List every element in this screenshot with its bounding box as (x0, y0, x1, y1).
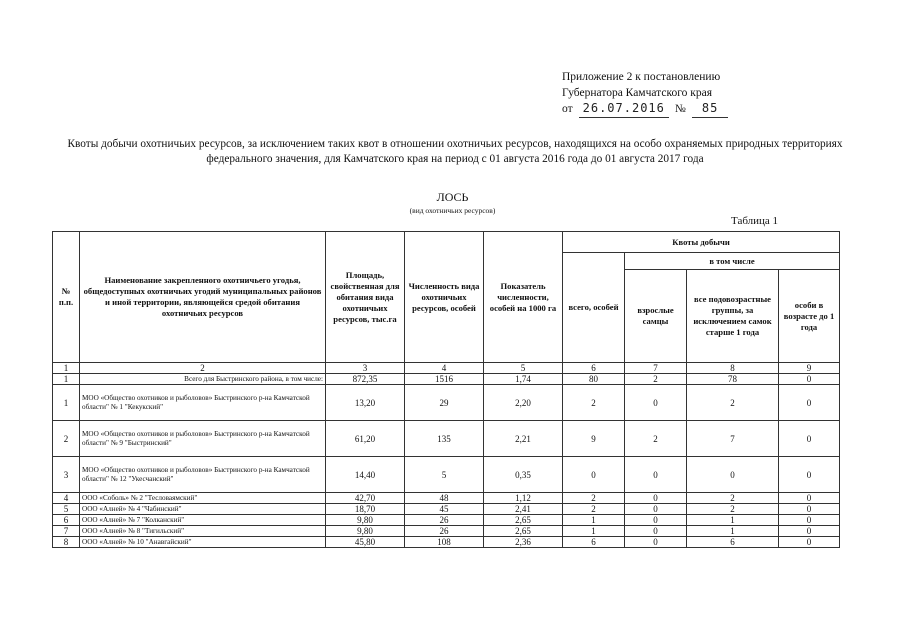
col-number: 4 (405, 363, 484, 374)
cell-males: 0 (625, 493, 687, 504)
header-population: Численность вида охотничьих ресурсов, особей (405, 232, 484, 363)
cell-name: ООО «Соболь» № 2 "Тесловаямский" (80, 493, 326, 504)
cell-total: 0 (563, 457, 625, 493)
col-number: 6 (563, 363, 625, 374)
cell-total: 80 (563, 374, 625, 385)
cell-area: 61,20 (326, 421, 405, 457)
table-row-total (53, 374, 840, 385)
cell-under1: 0 (779, 421, 840, 457)
cell-density: 2,65 (484, 526, 563, 537)
cell-population: 1516 (405, 374, 484, 385)
cell-name: МОО «Общество охотников и рыболовов» Быстринского р-на Камчатской области" № 9 "Быстринский" (80, 421, 326, 457)
col-number: 2 (80, 363, 326, 374)
header-total: всего, особей (563, 253, 625, 363)
appendix-dateline (562, 101, 728, 118)
cell-males: 0 (625, 537, 687, 548)
col-number: 3 (326, 363, 405, 374)
cell-males: 0 (625, 457, 687, 493)
cell-population: 5 (405, 457, 484, 493)
table-row (53, 537, 840, 548)
cell-n: 4 (53, 493, 80, 504)
cell-density: 2,20 (484, 385, 563, 421)
column-number-row (53, 363, 840, 374)
cell-n: 5 (53, 504, 80, 515)
cell-subadult: 1 (687, 526, 779, 537)
cell-density: 1,74 (484, 374, 563, 385)
cell-under1: 0 (779, 504, 840, 515)
cell-area: 45,80 (326, 537, 405, 548)
col-number: 9 (779, 363, 840, 374)
cell-total: 6 (563, 537, 625, 548)
cell-name: ООО «Алней» № 10 "Анавгайский" (80, 537, 326, 548)
header-adult-males: взрослые самцы (625, 270, 687, 363)
table-row (53, 457, 840, 493)
table-row (53, 493, 840, 504)
table-row (53, 421, 840, 457)
species-name: ЛОСЬ (436, 190, 469, 204)
cell-subadult: 7 (687, 421, 779, 457)
header-name: Наименование закрепленного охотничьего угодья, общедоступных охотничьих угодий муниципальных районов и иной территории, являющейся средой обитания охотничьих ресурсов (80, 232, 326, 363)
appendix-line1: Приложение 2 к постановлению (562, 71, 721, 83)
cell-total: 1 (563, 526, 625, 537)
cell-name: Всего для Быстринского района, в том числе: (80, 374, 326, 385)
table-label: Таблица 1 (731, 215, 779, 227)
from-label: от (562, 103, 573, 115)
cell-population: 135 (405, 421, 484, 457)
cell-density: 2,65 (484, 515, 563, 526)
cell-density: 2,36 (484, 537, 563, 548)
cell-males: 2 (625, 374, 687, 385)
cell-area: 18,70 (326, 504, 405, 515)
cell-males: 0 (625, 526, 687, 537)
cell-males: 0 (625, 515, 687, 526)
cell-under1: 0 (779, 526, 840, 537)
number-label: № (674, 103, 686, 115)
table-row (53, 385, 840, 421)
cell-name: МОО «Общество охотников и рыболовов» Быстринского р-на Камчатской области" № 1 "Кекукский" (80, 385, 326, 421)
cell-population: 45 (405, 504, 484, 515)
cell-population: 48 (405, 493, 484, 504)
cell-under1: 0 (779, 385, 840, 421)
cell-males: 2 (625, 421, 687, 457)
cell-name: ООО «Алней» № 8 "Тигильский" (80, 526, 326, 537)
cell-population: 26 (405, 515, 484, 526)
cell-total: 2 (563, 504, 625, 515)
header-num: № п.п. (53, 232, 80, 363)
header-area: Площадь, свойственная для обитания вида охотничьих ресурсов, тыс.га (326, 232, 405, 363)
quota-table (52, 231, 840, 548)
header-density: Показатель численности, особей на 1000 га (484, 232, 563, 363)
header-quotas: Квоты добычи (563, 232, 840, 253)
cell-n: 2 (53, 421, 80, 457)
cell-population: 29 (405, 385, 484, 421)
cell-subadult: 78 (687, 374, 779, 385)
cell-density: 2,41 (484, 504, 563, 515)
cell-n: 6 (53, 515, 80, 526)
cell-n: 3 (53, 457, 80, 493)
cell-subadult: 2 (687, 504, 779, 515)
cell-n: 1 (53, 374, 80, 385)
handwritten-date: 26.07.2016 (579, 101, 669, 118)
header-under1: особи в возрасте до 1 года (779, 270, 840, 363)
table-row (53, 504, 840, 515)
cell-subadult: 6 (687, 537, 779, 548)
cell-density: 1,12 (484, 493, 563, 504)
cell-population: 108 (405, 537, 484, 548)
cell-n: 8 (53, 537, 80, 548)
cell-area: 872,35 (326, 374, 405, 385)
cell-under1: 0 (779, 457, 840, 493)
cell-density: 2,21 (484, 421, 563, 457)
cell-under1: 0 (779, 493, 840, 504)
cell-n: 7 (53, 526, 80, 537)
cell-under1: 0 (779, 537, 840, 548)
cell-name: МОО «Общество охотников и рыболовов» Быстринского р-на Камчатской области" № 12 "Укесчанский" (80, 457, 326, 493)
cell-subadult: 0 (687, 457, 779, 493)
cell-total: 1 (563, 515, 625, 526)
table-row (53, 515, 840, 526)
col-number: 5 (484, 363, 563, 374)
col-number: 1 (53, 363, 80, 374)
table-row (53, 526, 840, 537)
col-number: 7 (625, 363, 687, 374)
cell-density: 0,35 (484, 457, 563, 493)
cell-total: 9 (563, 421, 625, 457)
cell-subadult: 1 (687, 515, 779, 526)
cell-area: 9,80 (326, 526, 405, 537)
cell-under1: 0 (779, 374, 840, 385)
handwritten-number: 85 (692, 101, 728, 118)
cell-area: 9,80 (326, 515, 405, 526)
cell-total: 2 (563, 493, 625, 504)
cell-males: 0 (625, 504, 687, 515)
cell-area: 13,20 (326, 385, 405, 421)
cell-under1: 0 (779, 515, 840, 526)
cell-area: 42,70 (326, 493, 405, 504)
cell-subadult: 2 (687, 385, 779, 421)
appendix-block (562, 70, 728, 118)
cell-subadult: 2 (687, 493, 779, 504)
cell-total: 2 (563, 385, 625, 421)
species-note: (вид охотничьих ресурсов) (409, 206, 496, 215)
cell-males: 0 (625, 385, 687, 421)
cell-name: ООО «Алней» № 4 "Чабинский" (80, 504, 326, 515)
appendix-line2: Губернатора Камчатского края (562, 86, 712, 99)
document-title: Квоты добычи охотничьих ресурсов, за исключением таких квот в отношении охотничьих ресурсов, находящихся на особо охраняемых природных территориях федерального значения, для Камчатского края на период с 01 августа 2016 года до 01 августа 2017 года (67, 138, 843, 165)
cell-name: ООО «Алней» № 7 "Колканский" (80, 515, 326, 526)
col-number: 8 (687, 363, 779, 374)
cell-area: 14,40 (326, 457, 405, 493)
cell-population: 26 (405, 526, 484, 537)
cell-n: 1 (53, 385, 80, 421)
header-including: в том числе (625, 253, 840, 270)
header-subadult: все подовозрастные группы, за исключением самок старше 1 года (687, 270, 779, 363)
